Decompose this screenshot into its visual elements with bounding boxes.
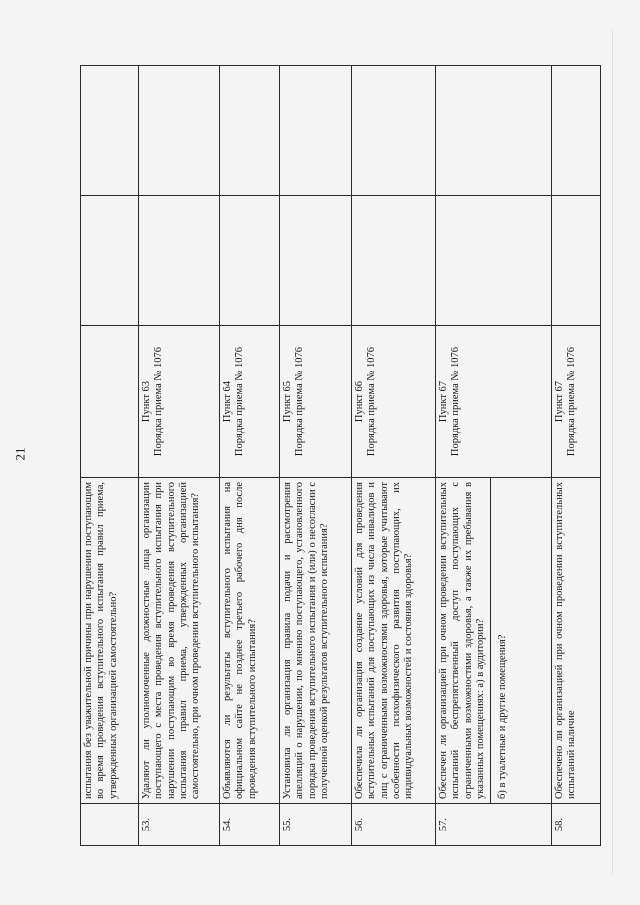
table-row [81,66,139,846]
answer-cell [280,196,352,326]
question-cell: испытания без уважительной причины при нарушении поступающим во время проведения вступительного испытания правил приема, утвержденных организацией самостоятельно? [81,478,139,804]
reference-cell [436,326,552,478]
note-cell [220,66,280,196]
reference-point: Пункт 67 [554,380,565,423]
reference-cell [81,326,139,478]
answer-cell [220,196,280,326]
reference-cell [352,326,436,478]
row-number: 56. [352,804,436,846]
reference-cell [139,326,220,478]
reference-cell [552,326,601,478]
note-cell [552,66,601,196]
answer-cell [552,196,601,326]
reference-document: Порядка приема № 1076 [566,346,578,457]
reference-document: Порядка приема № 1076 [294,346,306,457]
reference-point: Пункт 63 [141,380,152,423]
reference-document: Порядка приема № 1076 [153,346,165,457]
row-number: 58. [552,804,601,846]
question-cell: Обеспечено ли организацией при очном проведении вступительных испытаний наличие [552,478,601,804]
note-cell [280,66,352,196]
page-number: 21 [12,447,28,461]
reference-cell [280,326,352,478]
reference-document: Порядка приема № 1076 [366,346,378,457]
table-row [436,66,552,846]
note-cell [352,66,436,196]
row-number: 57. [436,804,552,846]
row-number [81,804,139,846]
reference-point: Пункт 65 [282,380,293,423]
table-row [280,66,352,846]
note-cell [139,66,220,196]
reference-document: Порядка приема № 1076 [234,346,246,457]
reference-point: Пункт 66 [354,380,365,423]
row-number: 53. [139,804,220,846]
note-cell [81,66,139,196]
reference-cell [220,326,280,478]
checklist-table [80,65,601,846]
rotated-table-container [80,66,600,846]
row-number: 54. [220,804,280,846]
row-number: 55. [280,804,352,846]
question-cell: Установила ли организация правила подачи и рассмотрения апелляций о нарушении, по мнению поступающего, установленного порядка проведения вступительного испытания и (или) о несогласии с полученной оценкой результатов вступительного испытания? [280,478,352,804]
reference-point: Пункт 67 [438,380,449,423]
answer-cell [436,196,552,326]
question-text: Обеспечен ли организацией при очном проведении вступительных испытаний беспрепятственный доступ поступающих с ограниченными возможностями здоровья, а также их пребывания в указанных помещениях: а) в аудитории? [438,482,486,799]
answer-cell [139,196,220,326]
scan-margin-line [612,30,613,875]
table-row [352,66,436,846]
sub-question-text: б) в туалетные и другие помещения? [490,478,509,803]
question-cell: Объявляются ли результаты вступительного испытания на официальном сайте не позднее третьего рабочего дня после проведения вступительного испытания? [220,478,280,804]
table-row [139,66,220,846]
note-cell [436,66,552,196]
answer-cell [352,196,436,326]
answer-cell [81,196,139,326]
table-row [220,66,280,846]
question-cell [436,478,552,804]
reference-document: Порядка приема № 1076 [450,346,462,457]
question-cell: Удаляют ли уполномоченные должностные лица организации поступающего с места проведения вступительного испытания при нарушении поступающим во время проведения вступительного испытания правил приема, утвержденных организацией самостоятельно, при очном проведении вступительного испытания? [139,478,220,804]
question-cell: Обеспечила ли организация создание условий для проведения вступительных испытаний для поступающих из числа инвалидов и лиц с ограниченными возможностями здоровья, которые учитывают особенности психофизического развития поступающих, их индивидуальных возможностей и состояния здоровья? [352,478,436,804]
table-row [552,66,601,846]
reference-point: Пункт 64 [222,380,233,423]
